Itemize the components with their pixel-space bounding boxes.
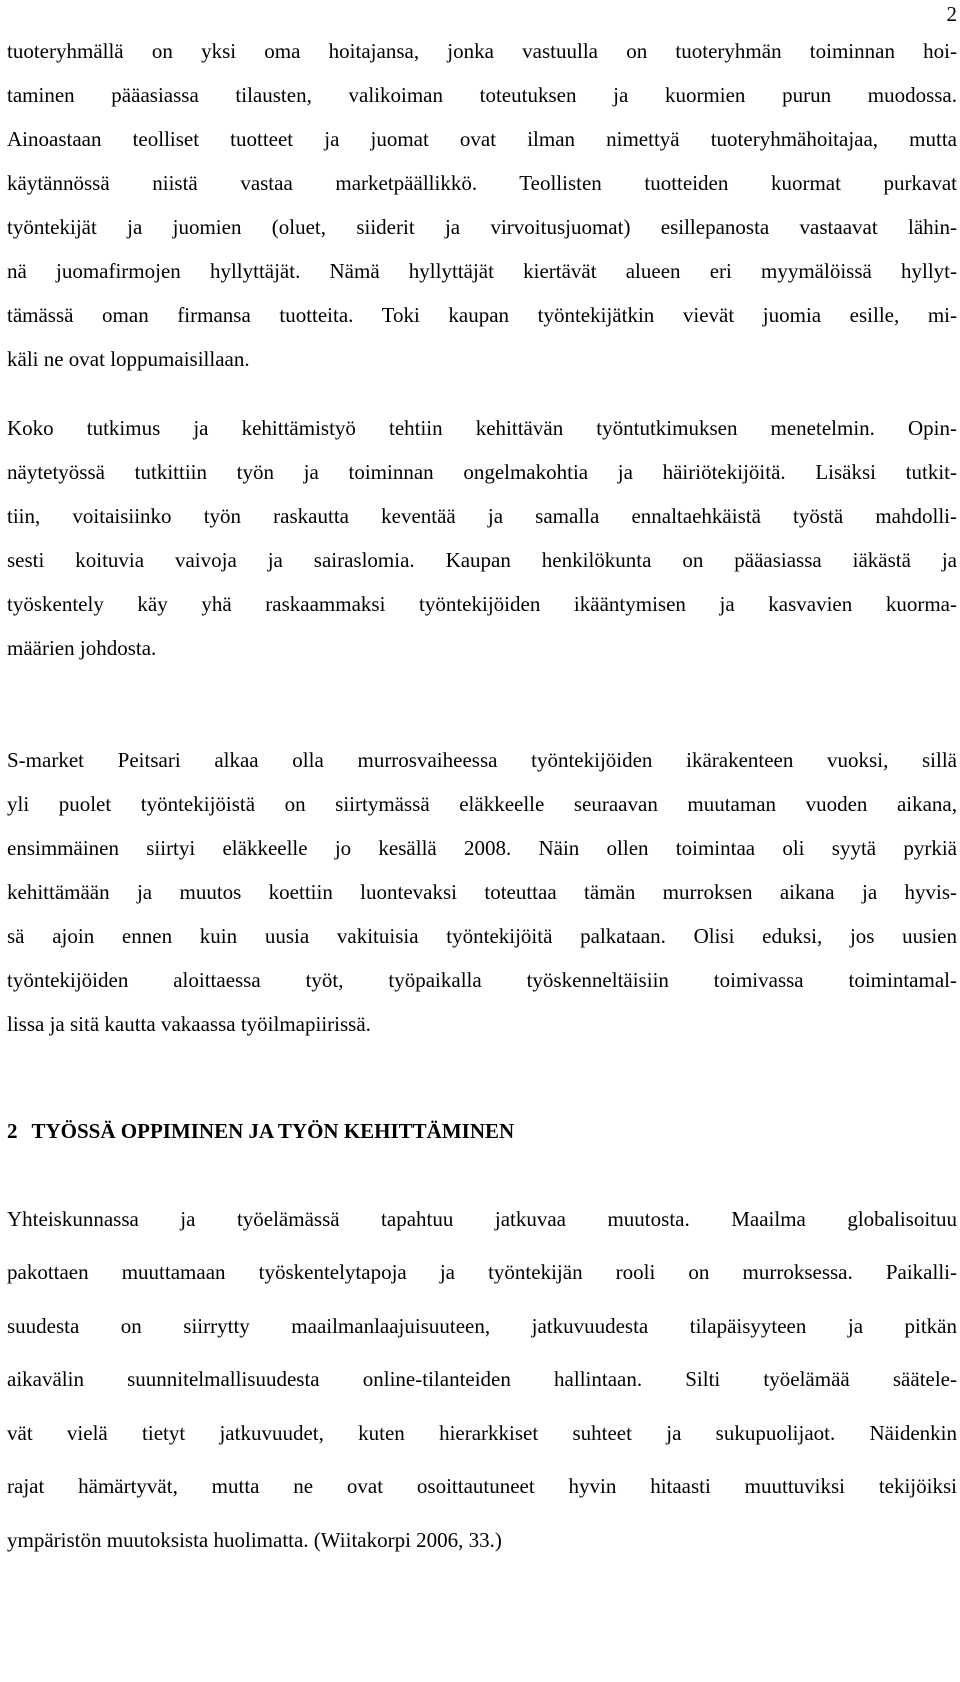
text-line: näytetyössä tutkittiin työn ja toiminnan ongelmakohtia ja häiriötekijöitä. Lisäksi tutkit-	[7, 460, 957, 484]
text-line: taminen pääasiassa tilausten, valikoiman toteutuksen ja kuormien purun muodossa.	[7, 83, 957, 107]
text-line: sä ajoin ennen kuin uusia vakituisia työntekijöitä palkataan. Olisi eduksi, jos uusien	[7, 924, 957, 948]
text-line: määrien johdosta.	[7, 636, 157, 660]
text-line: aikavälin suunnitelmallisuudesta online-tilanteiden hallintaan. Silti työelämää säätele-	[7, 1367, 957, 1391]
text-line: suudesta on siirrytty maailmanlaajuisuuteen, jatkuvuudesta tilapäisyyteen ja pitkän	[7, 1314, 957, 1338]
text-line: tämässä oman firmansa tuotteita. Toki kaupan työntekijätkin vievät juomia esille, mi-	[7, 303, 957, 327]
page-number: 2	[946, 2, 957, 26]
text-line: Ainoastaan teolliset tuotteet ja juomat ovat ilman nimettyä tuoteryhmähoitajaa, mutta	[7, 127, 957, 151]
text-line: Yhteiskunnassa ja työelämässä tapahtuu jatkuvaa muutosta. Maailma globalisoituu	[7, 1207, 958, 1231]
text-line: työntekijöiden aloittaessa työt, työpaikalla työskenneltäisiin toimivassa toimintamal-	[7, 968, 957, 992]
text-line: pakottaen muuttamaan työskentelytapoja ja työntekijän rooli on murroksessa. Paikalli-	[7, 1260, 957, 1284]
text-line: rajat hämärtyvät, mutta ne ovat osoittautuneet hyvin hitaasti muuttuviksi tekijöiksi	[7, 1474, 957, 1498]
text-line: työntekijät ja juomien (oluet, siiderit ja virvoitusjuomat) esillepanosta vastaavat lähin-	[7, 215, 957, 239]
text-line: kehittämään ja muutos koettiin luontevaksi toteuttaa tämän murroksen aikana ja hyvis-	[7, 880, 957, 904]
text-line: käytännössä niistä vastaa marketpäällikkö. Teollisten tuotteiden kuormat purkavat	[7, 171, 957, 195]
text-line: työskentely käy yhä raskaammaksi työntekijöiden ikääntymisen ja kasvavien kuorma-	[7, 592, 957, 616]
section-heading	[7, 1119, 514, 1143]
text-line: vät vielä tietyt jatkuvuudet, kuten hierarkkiset suhteet ja sukupuolijaot. Näidenkin	[7, 1421, 957, 1445]
text-line: lissa ja sitä kautta vakaassa työilmapiirissä.	[7, 1012, 371, 1036]
text-line: tiin, voitaisiinko työn raskautta keventää ja samalla ennaltaehkäistä työstä mahdolli-	[7, 504, 957, 528]
section-number: 2	[7, 1119, 18, 1143]
text-line: sesti koituvia vaivoja ja sairaslomia. Kaupan henkilökunta on pääasiassa iäkästä ja	[7, 548, 957, 572]
section-title: TYÖSSÄ OPPIMINEN JA TYÖN KEHITTÄMINEN	[31, 1119, 515, 1143]
text-line: käli ne ovat loppumaisillaan.	[7, 347, 250, 371]
text-line: ympäristön muutoksista huolimatta. (Wiitakorpi 2006, 33.)	[7, 1528, 502, 1552]
text-line: tuoteryhmällä on yksi oma hoitajansa, jonka vastuulla on tuoteryhmän toiminnan hoi-	[7, 39, 957, 63]
text-line: yli puolet työntekijöistä on siirtymässä eläkkeelle seuraavan muutaman vuoden aikana,	[7, 792, 957, 816]
text-line: Koko tutkimus ja kehittämistyö tehtiin kehittävän työntutkimuksen menetelmin. Opin-	[7, 416, 957, 440]
text-line: nä juomafirmojen hyllyttäjät. Nämä hyllyttäjät kiertävät alueen eri myymälöissä hyllyt-	[7, 259, 957, 283]
text-line: S-market Peitsari alkaa olla murrosvaiheessa työntekijöiden ikärakenteen vuoksi, sillä	[7, 748, 957, 772]
text-line: ensimmäinen siirtyi eläkkeelle jo kesällä 2008. Näin ollen toimintaa oli syytä pyrkiä	[7, 836, 957, 860]
